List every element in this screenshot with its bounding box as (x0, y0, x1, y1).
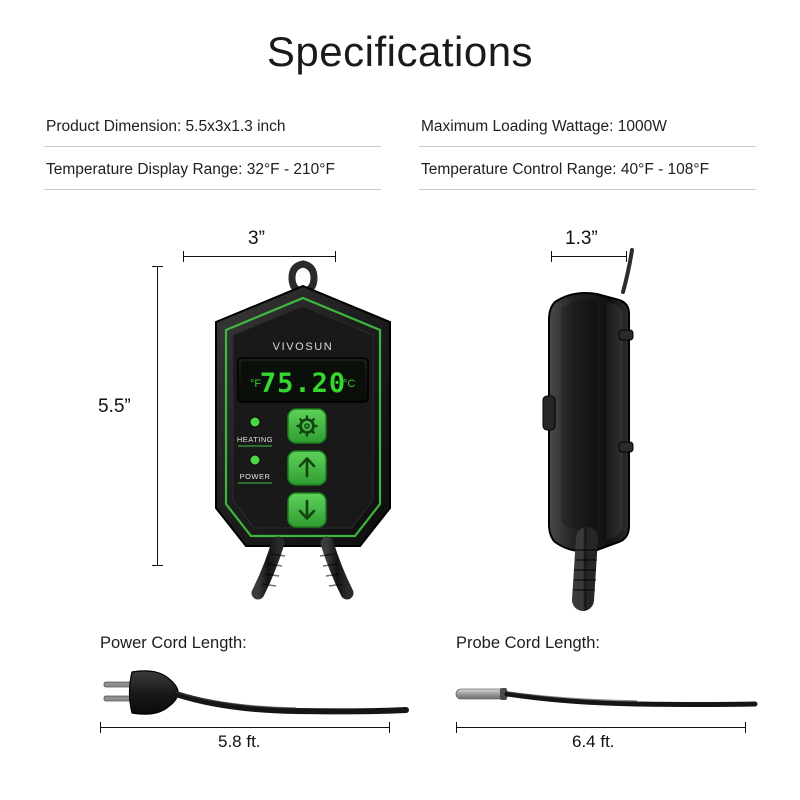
page-title: Specifications (266, 28, 534, 75)
spec-product-dimension: Product Dimension: 5.5x3x1.3 inch (44, 110, 381, 147)
side-hook (623, 250, 632, 292)
power-cord-length: 5.8 ft. (218, 732, 261, 751)
unit-fahrenheit-label: °F (250, 378, 262, 390)
dimension-line-height (157, 266, 158, 566)
probe-cord-dimension-line (456, 727, 746, 728)
spec-max-wattage: Maximum Loading Wattage: 1000W (419, 110, 756, 147)
power-label: POWER (239, 472, 271, 481)
probe-cord-label: Probe Cord Length: (456, 634, 601, 652)
power-cord-dimension-line (100, 727, 390, 728)
probe-cord-length: 6.4 ft. (572, 732, 615, 751)
temperature-readout: 75.20 (259, 368, 347, 399)
power-led (250, 455, 260, 465)
gear-icon (298, 417, 317, 436)
unit-celsius-label: °C (343, 378, 356, 390)
power-cord-illustration (100, 662, 410, 732)
brand-label: VIVOSUN (272, 341, 334, 353)
cord-length-section (0, 620, 800, 800)
spec-temp-control-range: Temperature Control Range: 40°F - 108°F (419, 147, 756, 190)
device-side-view (495, 246, 695, 616)
product-diagram (0, 226, 800, 626)
heating-led (250, 417, 260, 427)
device-front-view (175, 246, 435, 616)
power-cord-label: Power Cord Length: (100, 634, 247, 652)
dimension-label-height: 5.5” (98, 396, 131, 417)
spec-temp-display-range: Temperature Display Range: 32°F - 210°F (44, 147, 381, 190)
heating-label: HEATING (236, 435, 274, 444)
dimension-label-depth: 1.3” (565, 228, 598, 249)
specifications-table (44, 110, 756, 190)
probe-cord-illustration (450, 662, 760, 732)
dimension-label-width: 3” (248, 228, 265, 249)
